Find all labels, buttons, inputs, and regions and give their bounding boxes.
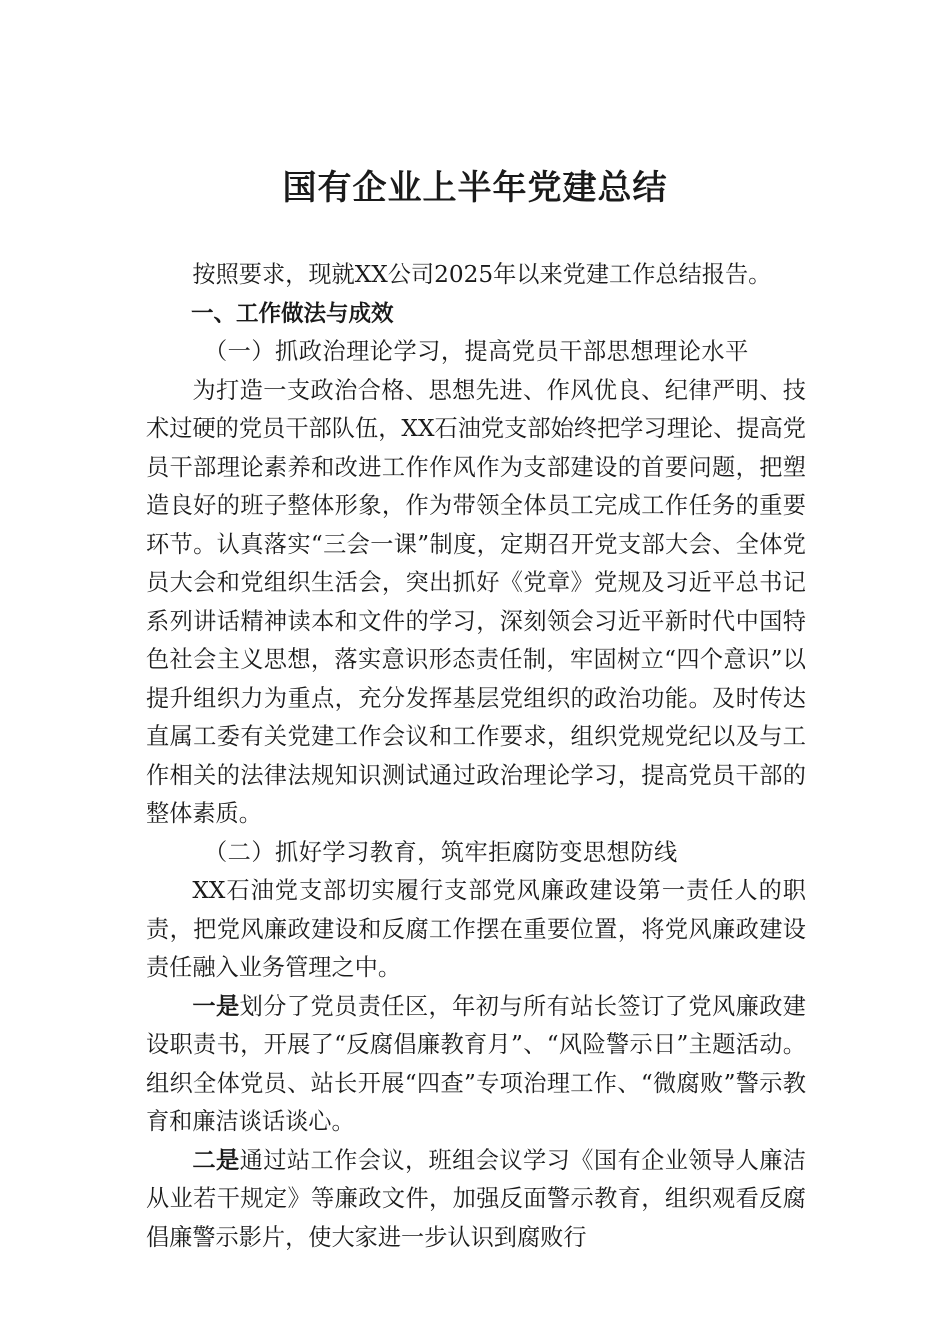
list-item-2 xyxy=(146,1142,806,1258)
document-body xyxy=(146,256,806,1257)
list-item-1-lead: 一是 xyxy=(192,992,240,1020)
subsection-heading-2: （二）抓好学习教育，筑牢拒腐防变思想防线 xyxy=(204,838,678,866)
subsection-heading-1: （一）抓政治理论学习，提高党员干部思想理论水平 xyxy=(204,338,749,365)
subsection-1-paragraph: 为打造一支政治合格、思想先进、作风优良、纪律严明、技术过硬的党员干部队伍，XX石油党支部始终把学习理论、提高党员干部理论素养和改进工作作风作为支部建设的首要问题，把塑造良好的班子整体形象，作为带领全体员工完成工作任务的重要环节。认真落实“三会一课”制度，定期召开党支部大会、全体党员大会和党组织生活会，突出抓好《党章》党规及习近平总书记系列讲话精神读本和文件的学习，深刻领会习近平新时代中国特色社会主义思想，落实意识形态责任制，牢固树立“四个意识”以提升组织力为重点，充分发挥基层党组织的政治功能。及时传达直属工委有关党建工作会议和工作要求，组织党规党纪以及与工作相关的法律法规知识测试通过政治理论学习，提高党员干部的整体素质。 xyxy=(146,376,806,827)
list-item-2-text: 通过站工作会议，班组会议学习《国有企业领导人廉洁从业若干规定》等廉政文件，加强反面警示教育，组织观看反腐倡廉警示影片，使大家进一步认识到腐败行 xyxy=(146,1146,806,1251)
list-item-2-lead: 二是 xyxy=(192,1146,240,1174)
subsection-2-paragraph: XX石油党支部切实履行支部党风廉政建设第一责任人的职责，把党风廉政建设和反腐工作摆在重要位置，将党风廉政建设责任融入业务管理之中。 xyxy=(146,877,806,981)
document-title: 国有企业上半年党建总结 xyxy=(282,168,668,208)
list-item-1 xyxy=(146,988,806,1142)
section-heading: 一、工作做法与成效 xyxy=(191,300,394,327)
intro-paragraph: 按照要求，现就XX公司2025年以来党建工作总结报告。 xyxy=(192,261,772,288)
list-item-1-text: 划分了党员责任区，年初与所有站长签订了党风廉政建设职责书，开展了“反腐倡廉教育月”、“风险警示日”主题活动。组织全体党员、站长开展“四查”专项治理工作、“微腐败”警示教育和廉洁谈话谈心。 xyxy=(146,992,806,1135)
